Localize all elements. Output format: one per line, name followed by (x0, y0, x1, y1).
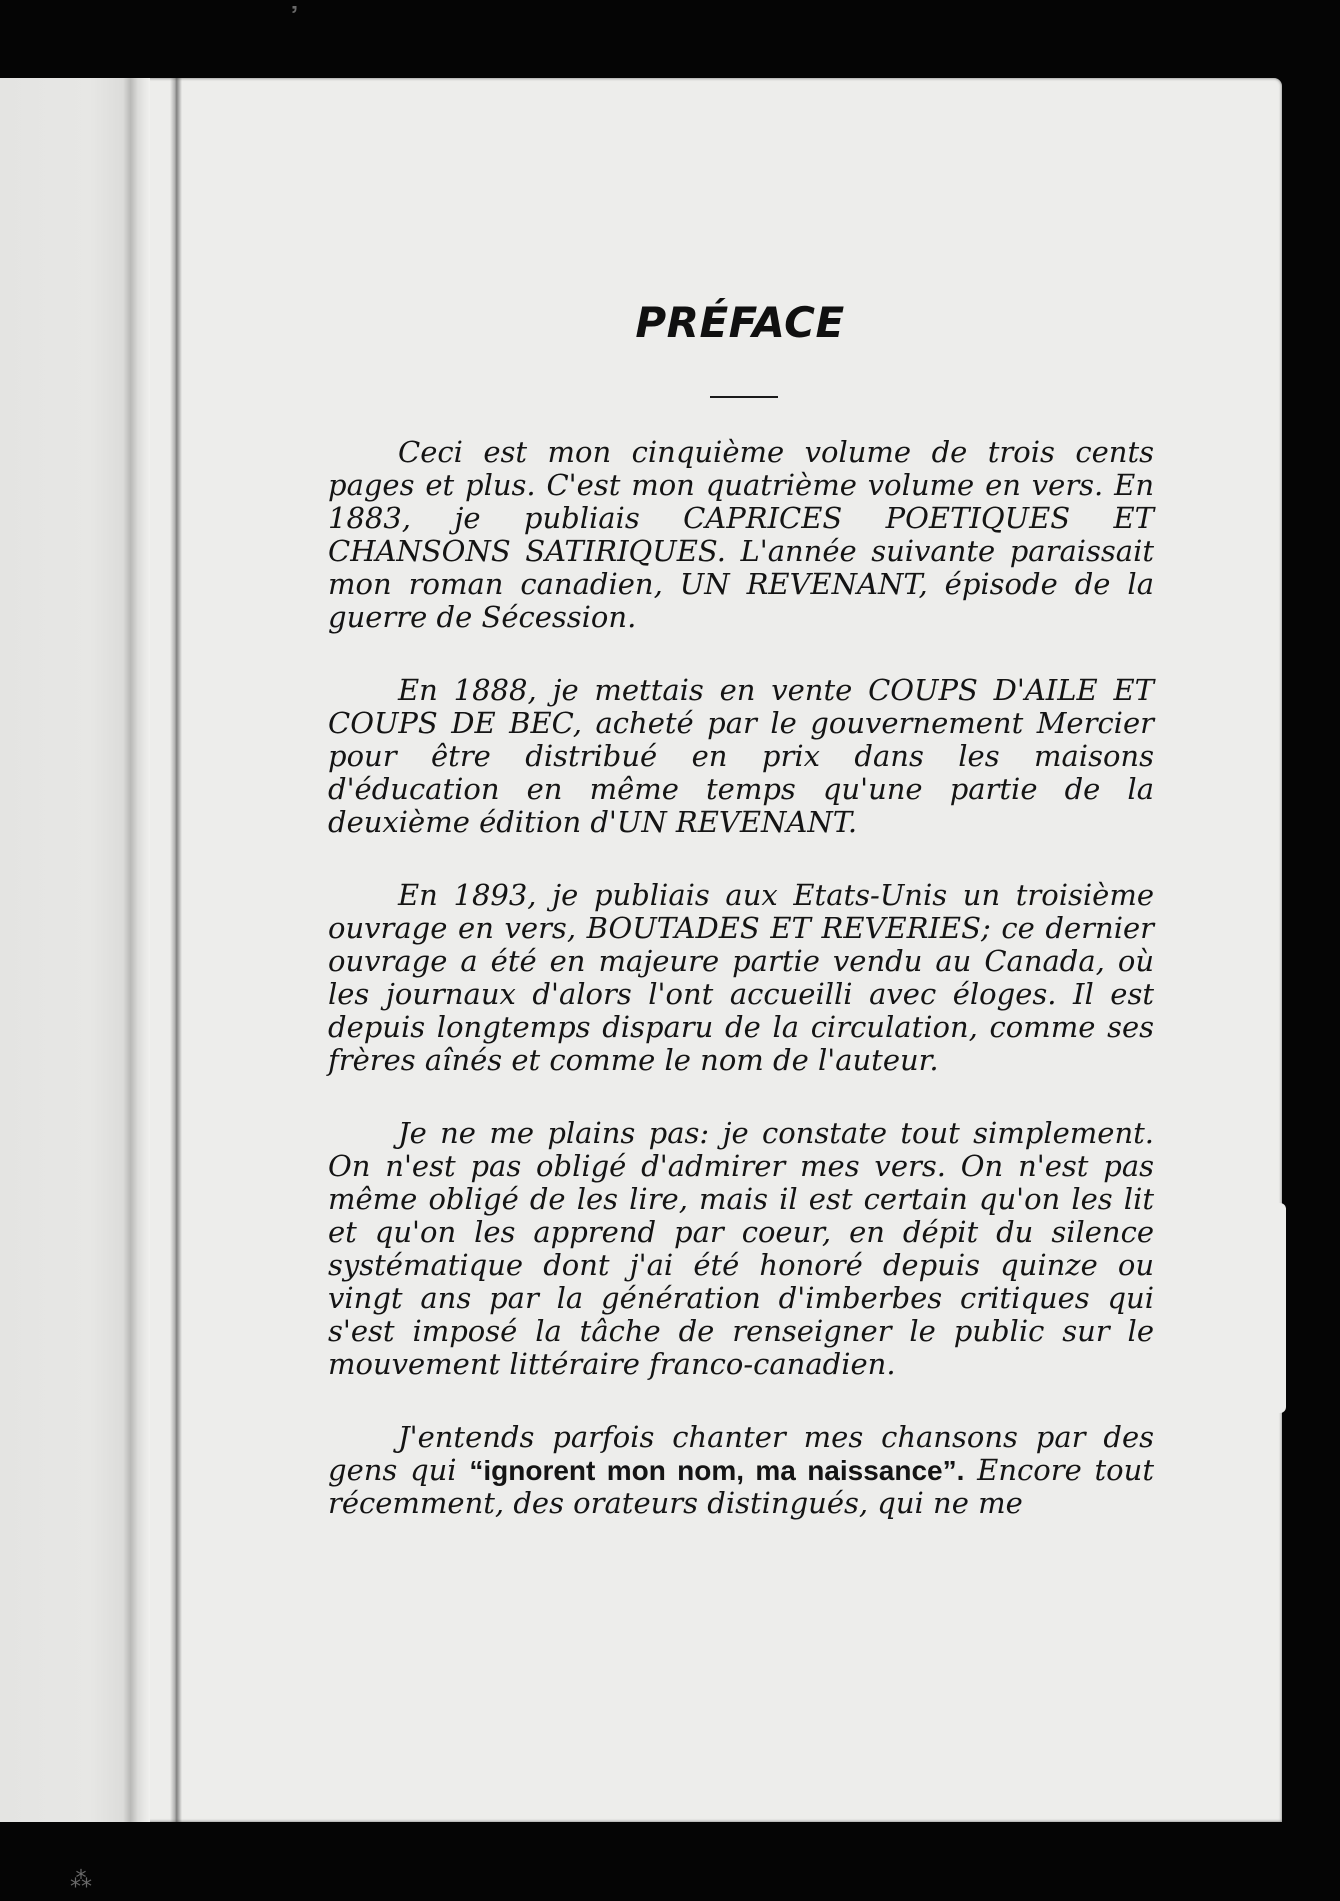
paragraph-2: En 1888, je mettais en vente COUPS D'AILE ET COUPS DE BEC, acheté par le gouvernement Mercier pour être distribué en prix dans les maisons d'éducation en même temps qu'une partie de la deuxième édition d'UN REVENANT. (328, 673, 1154, 839)
scan-speck-mark: ᾽ (286, 2, 303, 42)
preface-body (328, 436, 1154, 1560)
title-rule (710, 396, 778, 398)
page-torn-edge (1272, 1203, 1286, 1413)
paragraph-5 (328, 1421, 1154, 1520)
scan-corner-mark: ⁂ (70, 1868, 92, 1893)
paragraph-3: En 1893, je publiais aux Etats-Unis un troisième ouvrage en vers, BOUTADES ET REVERIES; ce dernier ouvrage a été en majeure partie vendu au Canada, où les journaux d'alors l'ont accueilli avec éloges. Il est depuis longtemps disparu de la circulation, comme ses frères aînés et comme le nom de l'auteur. (328, 878, 1154, 1077)
page-title: PRÉFACE (635, 298, 845, 347)
page-gutter-line (170, 78, 182, 1822)
paragraph-5-end: Encore tout récemment, des orateurs distingués, qui ne me (328, 1453, 1154, 1520)
paragraph-5-start: J'entends parfois chanter mes chansons par des gens qui (328, 1420, 1154, 1487)
paragraph-1: Ceci est mon cinquième volume de trois cents pages et plus. C'est mon quatrième volume en vers. En 1883, je publiais CAPRICES POETIQUES ET CHANSONS SATIRIQUES. L'année suivante paraissait mon roman canadien, UN REVENANT, épisode de la guerre de Sécession. (328, 435, 1154, 634)
paragraph-4: Je ne me plains pas: je constate tout simplement. On n'est pas obligé d'admirer mes vers. On n'est pas même obligé de les lire, mais il est certain qu'on les lit et qu'on les apprend par coeur, en dépit du silence systématique dont j'ai été honoré depuis quinze ou vingt ans par la génération d'imberbes critiques qui s'est imposé la tâche de renseigner le public sur le mouvement littéraire franco-canadien. (328, 1116, 1154, 1381)
paragraph-5-quote: “ignorent mon nom, ma naissance”. (469, 1455, 965, 1486)
page-binding-shadow (0, 78, 150, 1822)
